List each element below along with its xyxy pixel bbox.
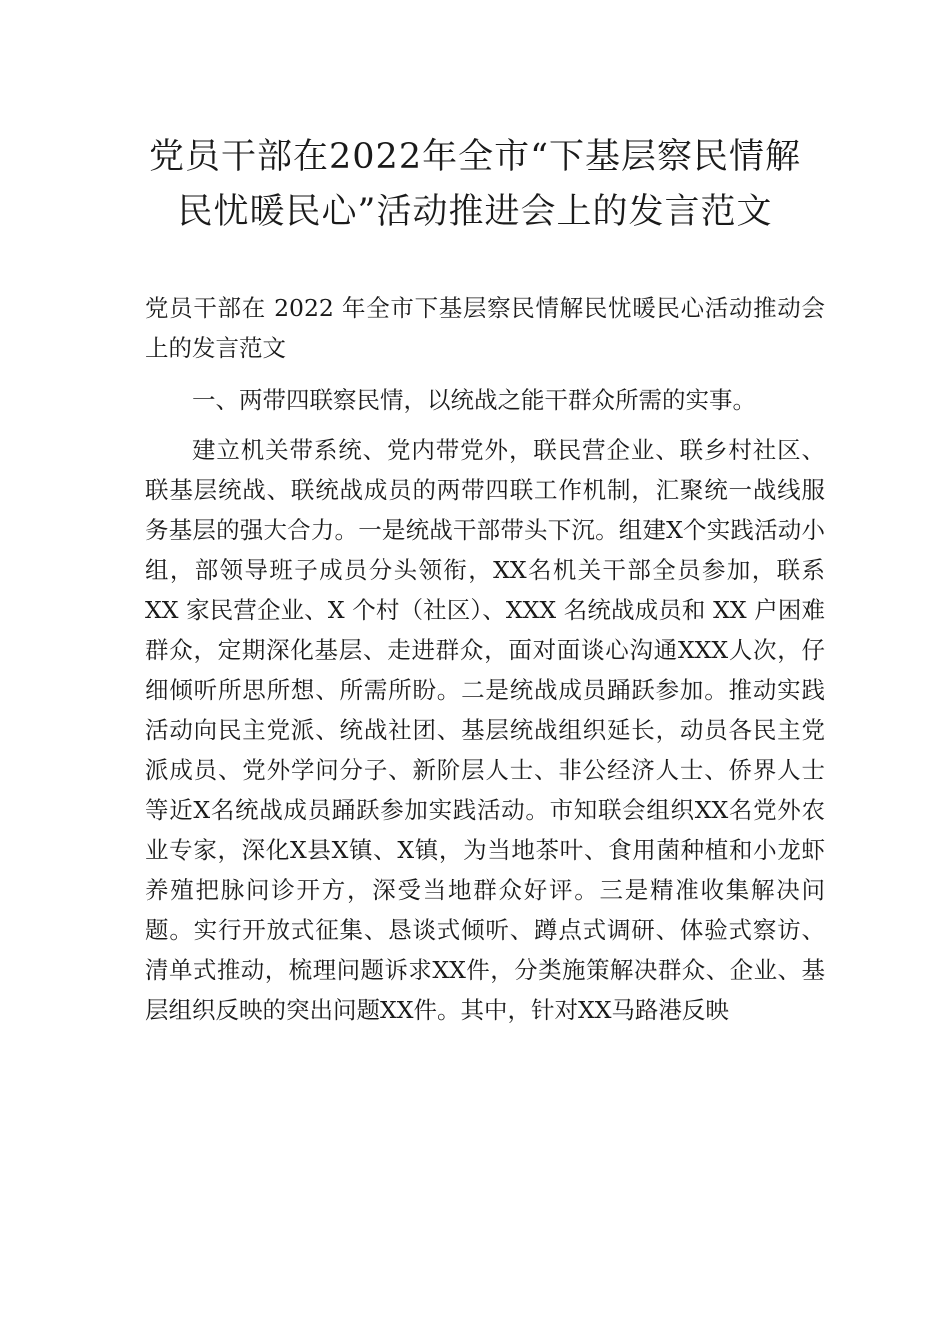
section-heading: 一、两带四联察民情，以统战之能干群众所需的实事。 — [192, 386, 756, 414]
title-line-1: 党员干部在2022年全市“下基层察民情解 — [149, 137, 801, 177]
document-body — [145, 288, 825, 1030]
document-subtitle: 党员干部在 2022 年全市下基层察民情解民忧暖民心活动推动会上的发言范文 — [145, 294, 825, 362]
document-title — [100, 130, 850, 240]
title-line-2: 民忧暖民心”活动推进会上的发言范文 — [177, 192, 773, 232]
body-paragraph: 建立机关带系统、党内带党外，联民营企业、联乡村社区、联基层统战、联统战成员的两带四联工作机制，汇聚统一战线服务基层的强大合力。一是统战干部带头下沉。组建X个实践活动小组，部领导班子成员分头领衔，XX名机关干部全员参加，联系 XX 家民营企业、X 个村（社区）、XXX 名统战成员和 XX 户困难群众，定期深化基层、走进群众，面对面谈心沟通XXX人次，仔细倾听所思所想、所需所盼。二是统战成员踊跃参加。推动实践活动向民主党派、统战社团、基层统战组织延长，动员各民主党派成员、党外学问分子、新阶层人士、非公经济人士、侨界人士等近X名统战成员踊跃参加实践活动。市知联会组织XX名党外农业专家，深化X县X镇、X镇，为当地茶叶、食用菌种植和小龙虾养殖把脉问诊开方，深受当地群众好评。三是精准收集解决问题。实行开放式征集、恳谈式倾听、蹲点式调研、体验式察访、清单式推动，梳理问题诉求XX件，分类施策解决群众、企业、基层组织反映的突出问题XX件。其中，针对XX马路港反映 — [145, 436, 825, 1024]
